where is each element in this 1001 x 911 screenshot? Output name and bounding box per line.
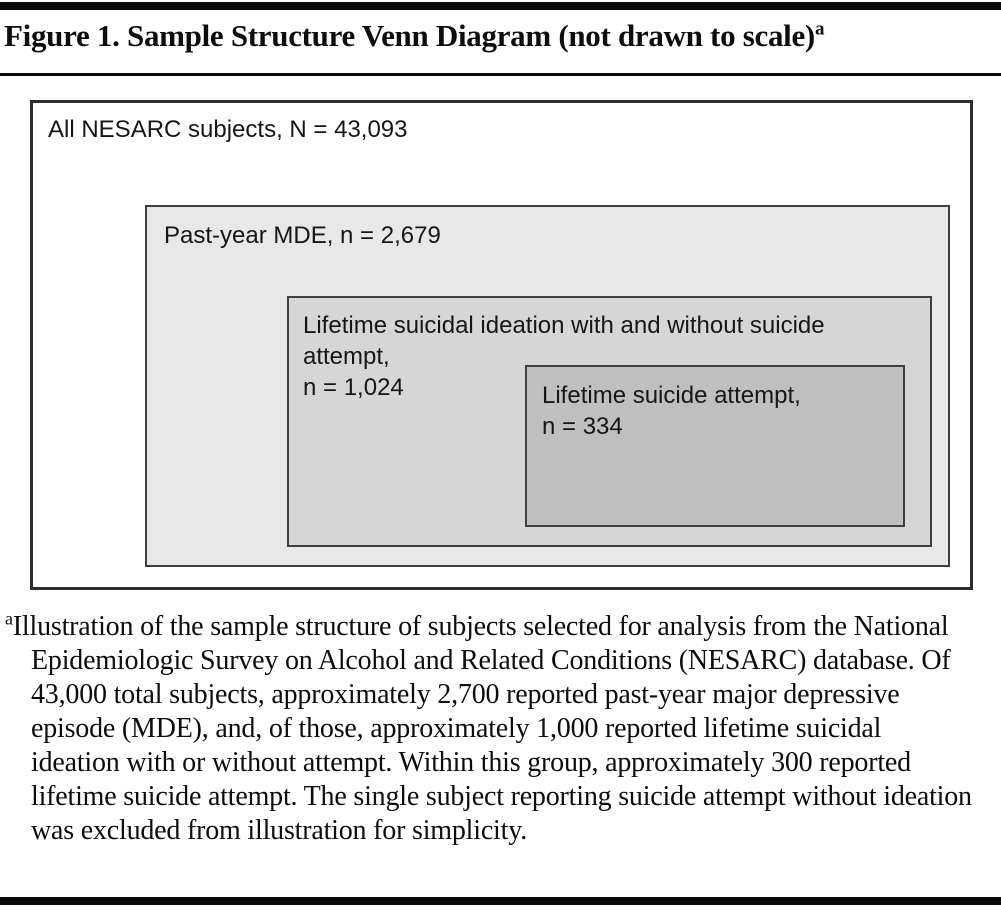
venn-diagram [30, 100, 973, 590]
figure-title-footnote-marker: a [814, 18, 825, 40]
ideation-box-label-text: Lifetime suicidal ideation with and without suicide attempt, [303, 312, 825, 370]
footnote-text: Illustration of the sample structure of subjects selected for analysis from the National Epidemiologic Survey on Alcohol and Related Conditions (NESARC) database. Of 43,000 total subjects, approximately 2,700 reported past-year major depressive episode (MDE), and, of those, approximately 1,000 reported lifetime suicidal ideation with or without attempt. Within this group, approximately 300 reported lifetime suicide attempt. The single subject reporting suicide attempt without ideation was excluded from illustration for simplicity. [12, 611, 972, 846]
figure-footnote [5, 610, 973, 848]
title-divider [0, 73, 1001, 76]
mde-box-label: Past-year MDE, n = 2,679 [164, 222, 441, 249]
attempt-box [525, 365, 905, 527]
mde-box [145, 205, 950, 567]
bottom-rule [0, 897, 1001, 905]
figure-title [4, 18, 998, 54]
top-rule [0, 2, 1001, 10]
attempt-box-label [542, 380, 882, 442]
ideation-box [287, 296, 932, 547]
footnote-marker: a [5, 608, 13, 629]
figure-title-text: Figure 1. Sample Structure Venn Diagram (not drawn to scale) [4, 18, 815, 53]
attempt-box-count: n = 334 [542, 413, 623, 440]
attempt-box-label-text: Lifetime suicide attempt, [542, 382, 801, 409]
outer-box-label: All NESARC subjects, N = 43,093 [48, 116, 408, 143]
ideation-box-count: n = 1,024 [303, 374, 404, 401]
